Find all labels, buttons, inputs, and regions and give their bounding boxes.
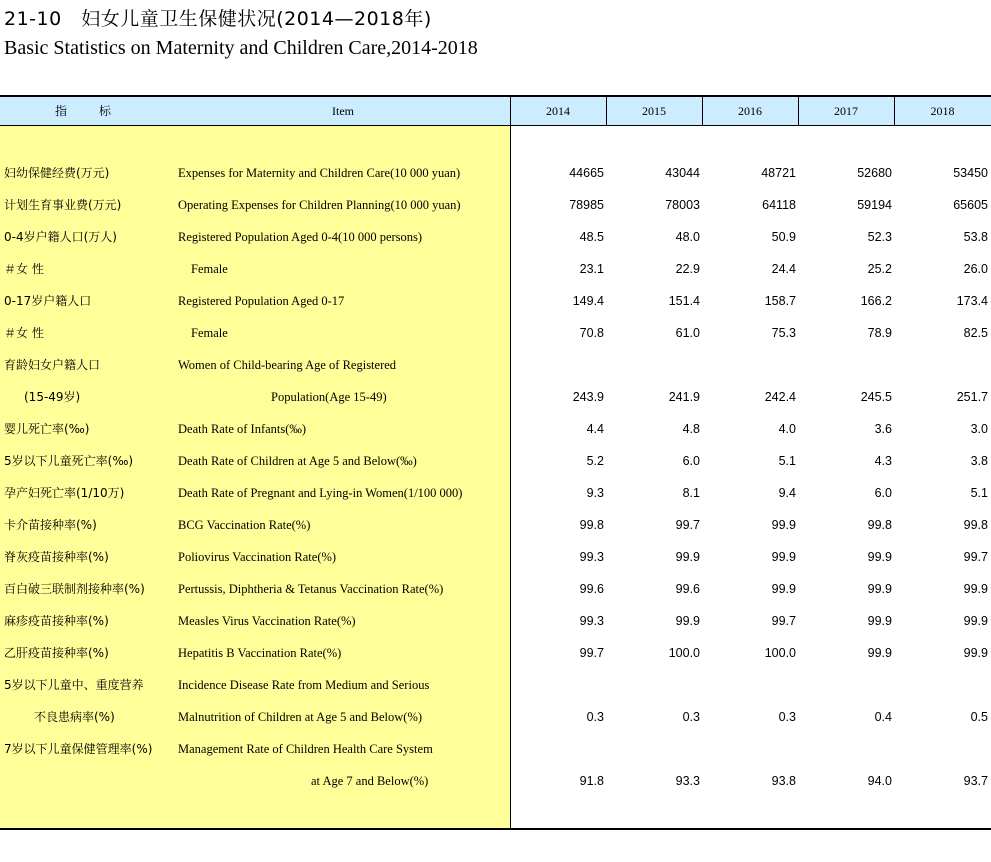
table-row — [0, 477, 991, 509]
row-label-cn: 婴儿死亡率(‰) — [4, 422, 90, 436]
row-label-en: Female — [191, 326, 228, 340]
table-row — [0, 445, 991, 477]
value-cell-2016: 4.0 — [778, 422, 796, 436]
row-label-cn: 不良患病率(%) — [34, 710, 115, 724]
value-cell-2016: 99.9 — [771, 518, 796, 532]
value-cell-2018: 173.4 — [956, 294, 988, 308]
row-label-cn: 麻疹疫苗接种率(%) — [4, 614, 109, 628]
table-row — [0, 285, 991, 317]
header-year-2014: 2014 — [546, 104, 570, 118]
value-cell-2015: 43044 — [665, 166, 700, 180]
row-label-en: Pertussis, Diphtheria & Tetanus Vaccination Rate(%) — [178, 582, 444, 596]
value-cell-2014: 99.8 — [579, 518, 604, 532]
value-cell-2018: 0.5 — [970, 710, 988, 724]
row-label-en: Incidence Disease Rate from Medium and Serious — [178, 678, 430, 692]
value-cell-2016: 48721 — [761, 166, 796, 180]
value-cell-2016: 0.3 — [778, 710, 796, 724]
value-cell-2017: 52680 — [857, 166, 892, 180]
table-row — [0, 509, 991, 541]
value-cell-2018: 99.7 — [963, 550, 988, 564]
value-cell-2015: 99.7 — [675, 518, 700, 532]
value-cell-2016: 158.7 — [764, 294, 796, 308]
value-cell-2018: 53450 — [953, 166, 988, 180]
value-cell-2016: 100.0 — [764, 646, 796, 660]
value-cell-2014: 149.4 — [572, 294, 604, 308]
value-cell-2014: 4.4 — [586, 422, 604, 436]
table-row — [0, 669, 991, 701]
value-cell-2014: 48.5 — [579, 230, 604, 244]
value-cell-2015: 8.1 — [682, 486, 700, 500]
row-label-cn: ＃女 性 — [4, 326, 44, 340]
row-label-en: Population(Age 15-49) — [271, 390, 387, 404]
value-cell-2016: 75.3 — [771, 326, 796, 340]
value-cell-2014: 78985 — [569, 198, 604, 212]
row-label-en: Female — [191, 262, 228, 276]
value-cell-2017: 4.3 — [874, 454, 892, 468]
table-row — [0, 413, 991, 445]
row-label-cn: 脊灰疫苗接种率(%) — [4, 550, 109, 564]
value-cell-2017: 94.0 — [867, 774, 892, 788]
value-cell-2015: 48.0 — [675, 230, 700, 244]
header-item-en: Item — [332, 104, 354, 118]
value-cell-2016: 99.9 — [771, 582, 796, 596]
row-label-en: Malnutrition of Children at Age 5 and Below(%) — [178, 710, 423, 724]
table-title-en: Basic Statistics on Maternity and Children Care,2014-2018 — [4, 37, 478, 59]
table-row — [0, 349, 991, 381]
header-year-2015: 2015 — [642, 104, 666, 118]
value-cell-2017: 59194 — [857, 198, 892, 212]
value-cell-2015: 241.9 — [668, 390, 700, 404]
value-cell-2015: 4.8 — [682, 422, 700, 436]
value-cell-2018: 99.9 — [963, 646, 988, 660]
row-label-en: Women of Child-bearing Age of Registered — [178, 358, 397, 372]
value-cell-2014: 5.2 — [586, 454, 604, 468]
value-cell-2017: 99.9 — [867, 614, 892, 628]
value-cell-2014: 9.3 — [586, 486, 604, 500]
value-cell-2015: 0.3 — [682, 710, 700, 724]
table-row — [0, 765, 991, 797]
value-cell-2014: 99.7 — [579, 646, 604, 660]
row-label-en: Death Rate of Children at Age 5 and Below(‰) — [178, 454, 417, 468]
value-cell-2014: 99.6 — [579, 582, 604, 596]
value-cell-2014: 23.1 — [579, 262, 604, 276]
value-cell-2014: 243.9 — [572, 390, 604, 404]
value-cell-2016: 242.4 — [764, 390, 796, 404]
row-label-en: Poliovirus Vaccination Rate(%) — [178, 550, 337, 564]
value-cell-2015: 151.4 — [668, 294, 700, 308]
value-cell-2016: 9.4 — [778, 486, 796, 500]
row-label-cn: 0-17岁户籍人口 — [4, 294, 92, 308]
table-row — [0, 701, 991, 733]
value-cell-2014: 99.3 — [579, 550, 604, 564]
value-cell-2015: 99.6 — [675, 582, 700, 596]
table-row — [0, 253, 991, 285]
row-label-en: Expenses for Maternity and Children Care(10 000 yuan) — [178, 166, 461, 180]
header-item-cn: 指 标 — [54, 104, 121, 118]
header-year-2018: 2018 — [930, 104, 955, 118]
value-cell-2018: 53.8 — [963, 230, 988, 244]
value-cell-2014: 91.8 — [579, 774, 604, 788]
value-cell-2017: 0.4 — [874, 710, 892, 724]
value-cell-2015: 61.0 — [675, 326, 700, 340]
header-year-2016: 2016 — [738, 104, 762, 118]
value-cell-2014: 44665 — [569, 166, 604, 180]
row-label-en: Death Rate of Pregnant and Lying-in Women(1/100 000) — [178, 486, 463, 500]
value-cell-2016: 99.9 — [771, 550, 796, 564]
value-cell-2015: 100.0 — [668, 646, 700, 660]
table-row — [0, 733, 991, 765]
row-label-cn: 孕产妇死亡率(1/10万) — [4, 486, 125, 500]
table-row — [0, 221, 991, 253]
value-cell-2015: 6.0 — [682, 454, 700, 468]
value-cell-2015: 78003 — [665, 198, 700, 212]
value-cell-2015: 22.9 — [675, 262, 700, 276]
value-cell-2016: 93.8 — [771, 774, 796, 788]
value-cell-2017: 78.9 — [867, 326, 892, 340]
value-cell-2018: 3.0 — [970, 422, 988, 436]
value-cell-2016: 64118 — [762, 198, 796, 212]
table-row — [0, 157, 991, 189]
table-row — [0, 605, 991, 637]
value-cell-2015: 99.9 — [675, 550, 700, 564]
value-cell-2015: 93.3 — [675, 774, 700, 788]
value-cell-2018: 99.8 — [963, 518, 988, 532]
row-label-cn: 5岁以下儿童死亡率(‰) — [4, 454, 134, 468]
table-row — [0, 541, 991, 573]
value-cell-2018: 82.5 — [963, 326, 988, 340]
row-label-en: at Age 7 and Below(%) — [311, 774, 429, 788]
value-cell-2014: 0.3 — [586, 710, 604, 724]
value-cell-2017: 3.6 — [874, 422, 892, 436]
row-label-en: Measles Virus Vaccination Rate(%) — [178, 614, 356, 628]
row-label-cn: 7岁以下儿童保健管理率(%) — [4, 742, 153, 756]
value-cell-2015: 99.9 — [675, 614, 700, 628]
value-cell-2018: 26.0 — [963, 262, 988, 276]
table-row — [0, 189, 991, 221]
row-label-en: Management Rate of Children Health Care System — [178, 742, 433, 756]
row-label-cn: (15-49岁) — [24, 390, 81, 404]
value-cell-2014: 70.8 — [579, 326, 604, 340]
row-label-en: BCG Vaccination Rate(%) — [178, 518, 311, 532]
value-cell-2017: 99.8 — [867, 518, 892, 532]
row-label-cn: 5岁以下儿童中、重度营养 — [4, 678, 144, 692]
header-rule — [0, 125, 991, 126]
value-cell-2014: 99.3 — [579, 614, 604, 628]
table-row — [0, 317, 991, 349]
value-cell-2018: 99.9 — [963, 582, 988, 596]
value-cell-2018: 93.7 — [963, 774, 988, 788]
row-label-cn: ＃女 性 — [4, 262, 44, 276]
value-cell-2016: 24.4 — [771, 262, 796, 276]
value-cell-2017: 166.2 — [860, 294, 892, 308]
row-label-cn: 0-4岁户籍人口(万人) — [4, 230, 117, 244]
row-label-cn: 计划生育事业费(万元) — [4, 198, 122, 212]
value-cell-2018: 3.8 — [970, 454, 988, 468]
value-cell-2018: 251.7 — [956, 390, 988, 404]
value-cell-2017: 99.9 — [867, 582, 892, 596]
row-label-cn: 妇幼保健经费(万元) — [4, 166, 110, 180]
table-row — [0, 381, 991, 413]
row-label-cn: 育龄妇女户籍人口 — [4, 358, 101, 372]
row-label-en: Operating Expenses for Children Planning(10 000 yuan) — [178, 198, 461, 212]
value-cell-2017: 25.2 — [867, 262, 892, 276]
row-label-cn: 卡介苗接种率(%) — [4, 518, 97, 532]
value-cell-2016: 5.1 — [778, 454, 796, 468]
table-row — [0, 573, 991, 605]
table-row — [0, 637, 991, 669]
row-label-en: Hepatitis B Vaccination Rate(%) — [178, 646, 342, 660]
row-label-en: Registered Population Aged 0-4(10 000 persons) — [178, 230, 423, 244]
value-cell-2018: 5.1 — [970, 486, 988, 500]
value-cell-2017: 245.5 — [860, 390, 892, 404]
row-label-cn: 乙肝疫苗接种率(%) — [4, 646, 109, 660]
value-cell-2017: 99.9 — [867, 550, 892, 564]
value-cell-2017: 6.0 — [874, 486, 892, 500]
row-label-en: Registered Population Aged 0-17 — [178, 294, 345, 308]
header-year-2017: 2017 — [834, 104, 858, 118]
row-label-en: Death Rate of Infants(‰) — [178, 422, 307, 436]
bottom-rule — [0, 828, 991, 830]
row-label-cn: 百白破三联制剂接种率(%) — [4, 582, 145, 596]
value-cell-2018: 99.9 — [963, 614, 988, 628]
value-cell-2017: 99.9 — [867, 646, 892, 660]
value-cell-2016: 99.7 — [771, 614, 796, 628]
value-cell-2018: 65605 — [953, 198, 988, 212]
value-cell-2017: 52.3 — [867, 230, 892, 244]
table-title-cn: 21-10 妇女儿童卫生保健状况(2014—2018年) — [4, 8, 432, 30]
value-cell-2016: 50.9 — [771, 230, 796, 244]
